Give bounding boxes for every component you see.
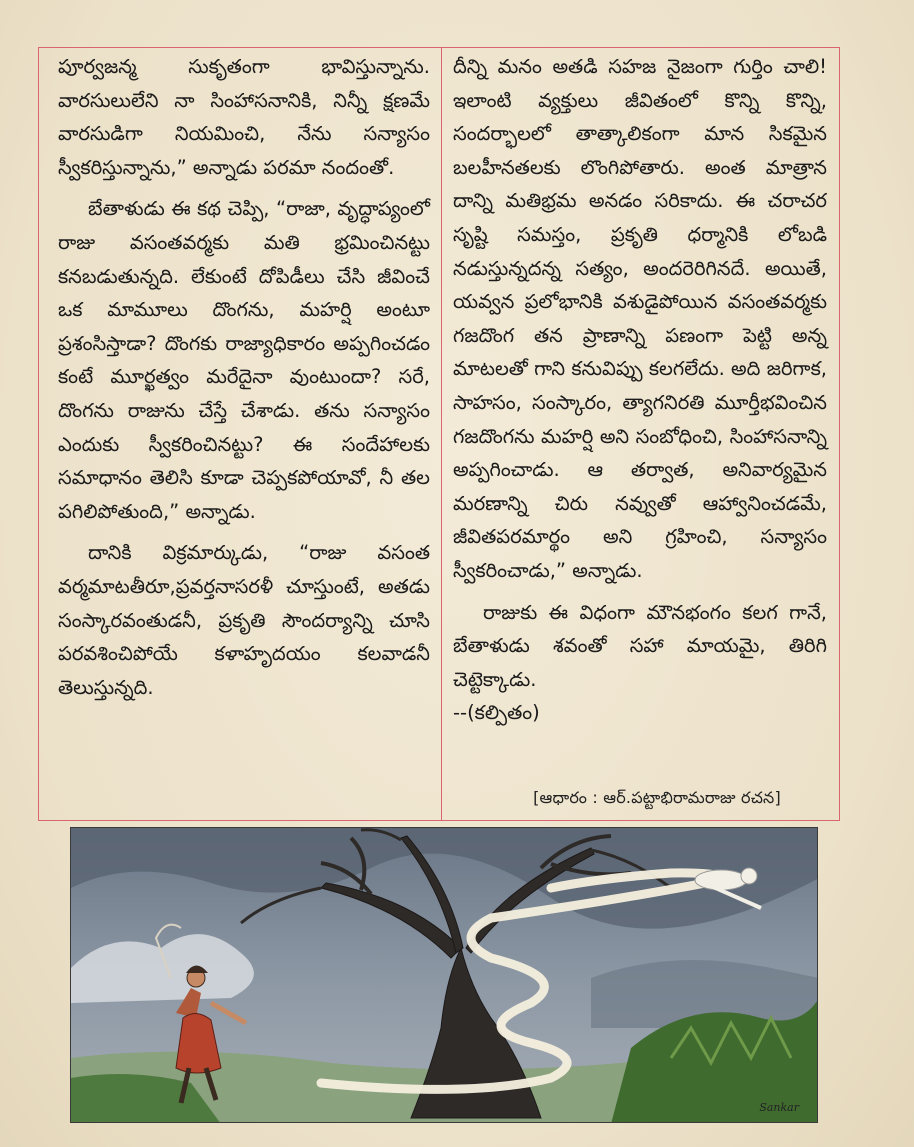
- illustration-art: [71, 828, 818, 1123]
- credit: --(కల్పితం): [453, 701, 540, 725]
- paragraph: రాజుకు ఈ విధంగా మౌనభంగం కలగ గానే, బేతాళుడు శవంతో సహా మాయమై, తిరిగి చెట్టెక్కాడు.: [453, 600, 827, 691]
- paragraph: దీన్ని మనం అతడి సహజ నైజంగా గుర్తిం చాలి! ఇలాంటి వ్యక్తులు జీవితంలో కొన్ని కొన్ని, సందర్భాలలో తాత్కాలికంగా మాన సికమైన బలహీనతలకు లొంగిపోతారు. అంత మాత్రాన దాన్ని మతిభ్రమ అనడం సరికాదు. ఈ చరాచర సృష్టి సమస్తం, ప్రకృతి ధర్మానికి లోబడి నడుస్తున్నదన్న సత్యం, అందరెరిగినదే. అయితే, యవ్వన ప్రలోభానికి వశుడైపోయిన వసంతవర్మకు గజదొంగ తన ప్రాణాన్ని పణంగా పెట్టి అన్న మాటలతో గాని కనువిప్పు కలగలేదు. అది జరిగాక, సాహసం, సంస్కారం, త్యాగనిరతి మూర్తీభవించిన గజదొంగను మహర్షి అని సంబోధించి, సింహాసనాన్ని అప్పగించాడు. ఆ తర్వాత, అనివార్యమైన మరణాన్ని చిరు నవ్వుతో ఆహ్వానించడమే, జీవితపరమార్థం అని గ్రహించి, సన్యాసం స్వీకరించాడు,” అన్నాడు.: [453, 55, 827, 582]
- left-column: [58, 50, 430, 704]
- source-note: [ఆధారం : ఆర్.పట్టాభిరామరాజు రచన]: [533, 788, 781, 807]
- artist-signature: Sankar: [759, 1101, 799, 1114]
- story-illustration: [70, 827, 818, 1123]
- column-divider: [441, 47, 442, 821]
- right-column: [453, 50, 827, 730]
- paragraph: పూర్వజన్మ సుకృతంగా భావిస్తున్నాను. వారసులులేని నా సింహాసనానికి, నిన్నీ క్షణమే వారసుడిగా నియమించి, నేను సన్యాసం స్వీకరిస్తున్నాను,” అన్నాడు పరమా నందంతో.: [58, 55, 430, 179]
- paragraph: బేతాళుడు ఈ కథ చెప్పి, “రాజా, వృద్ధాప్యంలో రాజు వసంతవర్మకు మతి భ్రమించినట్టు కనబడుతున్నది. లేకుంటే దోపిడీలు చేసి జీవించే ఒక మామూలు దొంగను, మహర్షి అంటూ ప్రశంసిస్తాడా? దొంగకు రాజ్యాధికారం అప్పగించడం కంటే మూర్ఖత్వం మరేదైనా వుంటుందా? సరే, దొంగను రాజును చేస్తే చేశాడు. తను సన్యాసం ఎందుకు స్వీకరించినట్టు? ఈ సందేహాలకు సమాధానం తెలిసి కూడా చెప్పకపోయావో, నీ తల పగిలిపోతుంది,” అన్నాడు.: [58, 197, 430, 523]
- paragraph: దానికి విక్రమార్కుడు, “రాజు వసంత వర్మమాటతీరూ,ప్రవర్తనాసరళీ చూస్తుంటే, అతడు సంస్కారవంతుడనీ, ప్రకృతి సౌందర్యాన్ని చూసి పరవశించిపోయే కళాహృదయం కలవాడనీ తెలుస్తున్నది.: [58, 541, 430, 699]
